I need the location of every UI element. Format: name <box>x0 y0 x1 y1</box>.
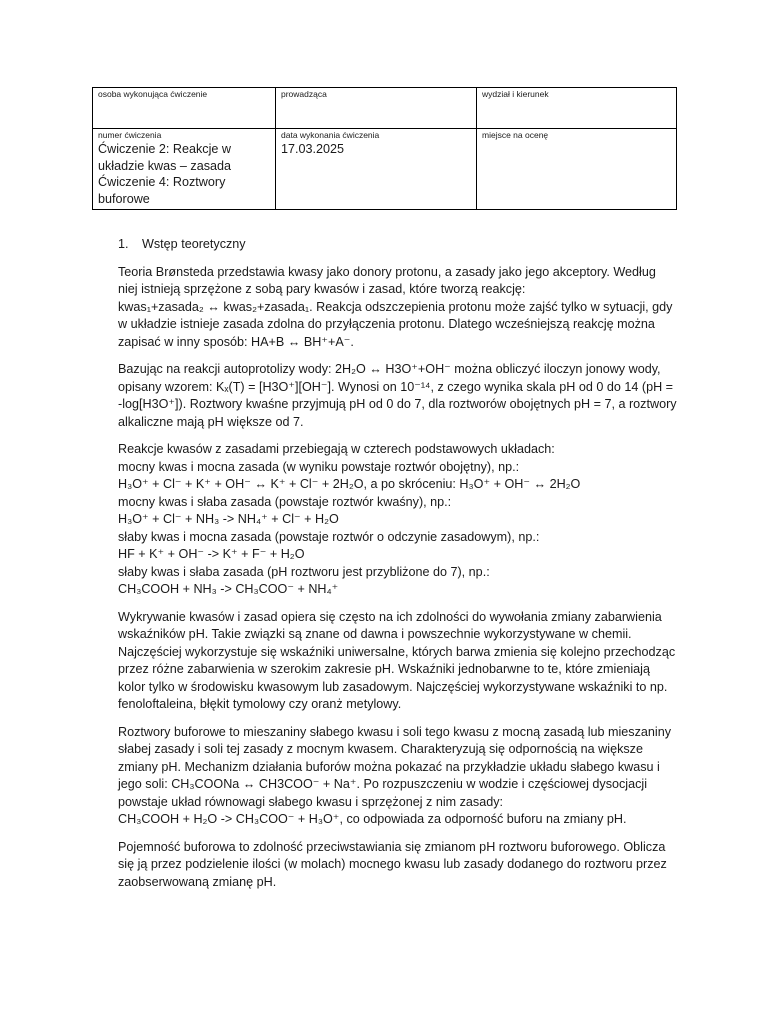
text-line: Pojemność buforowa to zdolność przeciwstawiania się zmianom pH roztworu buforowego. Oblicza się ją przez podzielenie ilości (w molach) mocnego kwasu lub zasady dodanego do roztworu przez zaobserwowaną zmianę pH. <box>118 839 667 889</box>
text-line: słaby kwas i mocna zasada (powstaje roztwór o odczynie zasadowym), np.: <box>118 529 540 544</box>
paragraph-acid-base-systems <box>118 441 678 599</box>
faculty-cell <box>477 88 677 129</box>
section-heading <box>118 236 678 254</box>
exercise-title-line: układzie kwas – zasada <box>98 158 232 173</box>
date-cell <box>276 129 477 210</box>
performer-cell <box>93 88 276 129</box>
exercise-number-cell <box>93 129 276 210</box>
text-line: Teoria Brønsteda przedstawia kwasy jako donory protonu, a zasady jako jego akceptory. Według niej istnieją sprzężone z sobą pary kwasów i zasad, które tworzą reakcję: <box>118 264 656 296</box>
section-title: Wstęp teoretyczny <box>142 237 246 251</box>
equation-line: H₃O⁺ + Cl⁻ + K⁺ + OH⁻ ↔ K⁺ + Cl⁻ + 2H₂O, a po skróceniu: H₃O⁺ + OH⁻ ↔ 2H₂O <box>118 477 581 491</box>
text-line: Roztwory buforowe to mieszaniny słabego kwasu i soli tego kwasu z mocną zasadą lub mieszaniny słabej zasady i soli tej zasady z mocnym kwasem. Charakteryzują się odpornością na większe zmiany pH. Mechanizm działania buforów można pokazać na przykładzie układu słabego kwasu i jego soli: CH₃COONa ↔ CH3COO⁻ + Na⁺. Po rozpuszczeniu w wodzie i częściowej dysocjacji powstaje układ równowagi słabego kwasu i sprzężonej z nim zasady: <box>118 724 671 809</box>
text-line: Bazując na reakcji autoprotolizy wody: 2H₂O ↔ H3O⁺+OH⁻ można obliczyć iloczyn jonowy wody, opisany wzorem: Kₓ(T) = [H3O⁺][OH⁻]. Wynosi on 10⁻¹⁴, z czego wynika skala pH od 0 do 14 (pH = -log[H3O⁺]). Roztwory kwaśne przyjmują pH od 0 do 7, dla roztworów obojętnych pH = 7, a roztwory alkaliczne mają pH większe od 7. <box>118 362 677 429</box>
paragraph-autoprotolysis <box>118 361 678 431</box>
date-label: data wykonania ćwiczenia <box>281 130 380 140</box>
exercise-title-line: Ćwiczenie 2: Reakcje w <box>98 142 231 156</box>
equation-line: H₃O⁺ + Cl⁻ + NH₃ -> NH₄⁺ + Cl⁻ + H₂O <box>118 512 339 526</box>
performer-label: osoba wykonująca ćwiczenie <box>98 89 208 99</box>
exercise-title-line: buforowe <box>98 191 150 206</box>
text-line: mocny kwas i mocna zasada (w wyniku powstaje roztwór obojętny), np.: <box>118 459 520 474</box>
document-body <box>118 236 678 901</box>
text-line: słaby kwas i słaba zasada (pH roztworu jest przybliżone do 7), np.: <box>118 564 490 579</box>
text-line: Wykrywanie kwasów i zasad opiera się często na ich zdolności do wywołania zmiany zabarwienia wskaźników pH. Takie związki są znane od dawna i powszechnie wykorzystywane w chemii. Najczęściej wykorzystuje się wskaźniki uniwersalne, których barwa zmienia się kolejno przechodząc przez różne zabarwienia w szerokim zakresie pH. Wskaźniki jednobarwne to te, które zmieniają kolor tylko w środowisku kwasowym lub zasadowym. Najczęściej wykorzystywane wskaźniki to np. fenoloftaleina, błękit tymolowy czy oranż metylowy. <box>118 609 676 711</box>
date-value: 17.03.2025 <box>281 142 345 156</box>
exercise-header-table <box>92 87 677 210</box>
paragraph-indicators <box>118 609 678 714</box>
paragraph-bronsted <box>118 264 678 352</box>
equation-line: CH₃COOH + NH₃ -> CH₃COO⁻ + NH₄⁺ <box>118 582 339 596</box>
grade-label: miejsce na ocenę <box>482 130 549 140</box>
text-line: kwas₁+zasada₂ ↔ kwas₂+zasada₁. Reakcja odszczepienia protonu może zajść tylko w sytuacji, gdy w układzie istnieje zasada zdolna do przyłączenia protonu. Dlatego wcześniejszą reakcję można zapisać w inny sposób: HA+B ↔ BH⁺+A⁻. <box>118 299 673 349</box>
grade-cell <box>477 129 677 210</box>
faculty-label: wydział i kierunek <box>482 89 549 99</box>
text-line: Reakcje kwasów z zasadami przebiegają w czterech podstawowych układach: <box>118 442 555 456</box>
equation-line: HF + K⁺ + OH⁻ -> K⁺ + F⁻ + H₂O <box>118 547 305 561</box>
equation-line: CH₃COOH + H₂O -> CH₃COO⁻ + H₃O⁺, co odpowiada za odporność buforu na zmiany pH. <box>118 812 627 826</box>
paragraph-buffer-capacity <box>118 839 678 892</box>
paragraph-buffers <box>118 724 678 829</box>
instructor-cell <box>276 88 477 129</box>
text-line: mocny kwas i słaba zasada (powstaje roztwór kwaśny), np.: <box>118 494 452 509</box>
exercise-title-line: Ćwiczenie 4: Roztwory <box>98 175 226 189</box>
instructor-label: prowadząca <box>281 89 327 99</box>
section-number: 1. <box>118 237 129 251</box>
exercise-number-label: numer ćwiczenia <box>98 130 162 140</box>
